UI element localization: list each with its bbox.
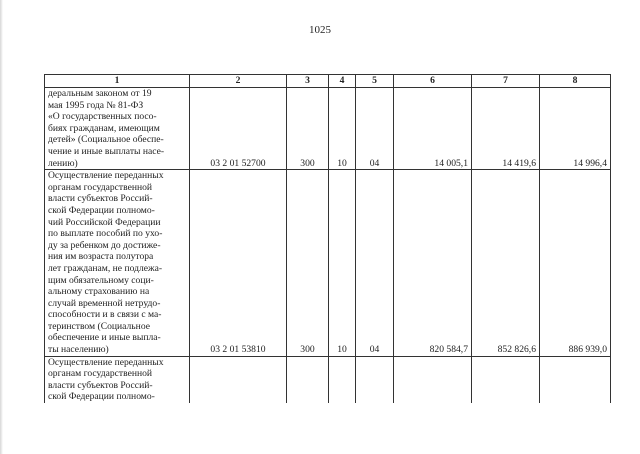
budget-table — [44, 74, 611, 403]
row-amount-year2: 852 826,6 — [472, 170, 540, 357]
scan-edge-shadow — [0, 0, 3, 454]
row-amount-year1 — [394, 356, 472, 403]
page-number: 1025 — [309, 24, 331, 36]
row-expense-type — [287, 356, 329, 403]
column-header: 3 — [287, 75, 329, 88]
row-expense-type: 300 — [287, 88, 329, 170]
column-header: 7 — [472, 75, 540, 88]
column-header: 5 — [356, 75, 394, 88]
row-subsection: 04 — [356, 170, 394, 357]
row-section: 10 — [329, 170, 356, 357]
column-header: 2 — [190, 75, 287, 88]
table-row — [45, 356, 611, 403]
row-amount-year2 — [472, 356, 540, 403]
row-amount-year2: 14 419,6 — [472, 88, 540, 170]
row-description: деральным законом от 19 мая 1995 года № 81-ФЗ «О государственных посо- биях гражданам, имеющим детей» (Социальное обеспе- чение и иные выплаты насе- лению) — [45, 88, 190, 170]
column-header: 1 — [45, 75, 190, 88]
column-header: 4 — [329, 75, 356, 88]
row-description: Осуществление переданных органам государственной власти субъектов Россий- ской Федерации полномо- чий Российской Федерации по выплате пособий по ухо- ду за ребенком до достиже- ния им возраста полутора лет гражданам, не подлежа- щим обязательному соци- альному страхованию на случай временной нетрудо- способности и в связи с ма- теринством (Социальное обеспечение и иные выпла- ты населению) — [45, 170, 190, 357]
column-header: 8 — [540, 75, 611, 88]
row-amount-year1: 820 584,7 — [394, 170, 472, 357]
row-amount-year3: 886 939,0 — [540, 170, 611, 357]
table-row — [45, 170, 611, 357]
column-header: 6 — [394, 75, 472, 88]
row-subsection — [356, 356, 394, 403]
row-description: Осуществление переданных органам государственной власти субъектов Россий- ской Федерации полномо- — [45, 356, 190, 403]
row-subsection: 04 — [356, 88, 394, 170]
row-target-code: 03 2 01 53810 — [190, 170, 287, 357]
row-target-code: 03 2 01 52700 — [190, 88, 287, 170]
row-amount-year3: 14 996,4 — [540, 88, 611, 170]
row-section: 10 — [329, 88, 356, 170]
row-expense-type: 300 — [287, 170, 329, 357]
table-row — [45, 88, 611, 170]
row-amount-year3 — [540, 356, 611, 403]
row-amount-year1: 14 005,1 — [394, 88, 472, 170]
row-target-code — [190, 356, 287, 403]
table-header-row — [45, 75, 611, 88]
row-section — [329, 356, 356, 403]
